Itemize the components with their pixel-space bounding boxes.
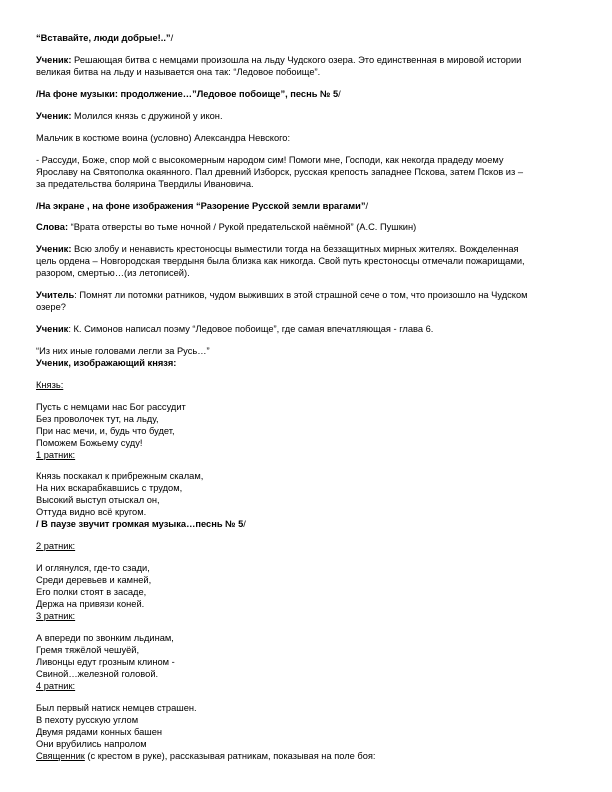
paragraph-line: Слова: “Врата отверсты во тьме ночной / Рукой предательской наёмной” (А.С. Пушкин) — [36, 222, 417, 232]
speaker-label: 3 ратник: — [36, 611, 76, 621]
verse-line: Они врубились напролом — [36, 739, 147, 749]
stage-direction: /На экране , на фоне изображения “Разорение Русской земли врагами”/ — [36, 201, 369, 211]
paragraph-line: великая битва на льду и называется она так: “Ледовое побоище”. — [36, 67, 321, 77]
verse-line: В пехоту русскую углом — [36, 715, 139, 725]
verse-line: Гремя тяжёлой чешуёй, — [36, 645, 140, 655]
paragraph-line: озере? — [36, 302, 66, 312]
verse-line: При нас мечи, и, будь что будет, — [36, 426, 175, 436]
heading-line: “Вставайте, люди добрые!..”/ — [36, 33, 174, 43]
verse-line: Оттуда видно всё кругом. — [36, 507, 147, 517]
stage-direction: /На фоне музыки: продолжение…”Ледовое побоище”, песнь № 5/ — [36, 89, 341, 99]
verse-line: И оглянулся, где-то сзади, — [36, 563, 150, 573]
paragraph-line: - Рассуди, Боже, спор мой с высокомерным народом сим! Помоги мне, Господи, как некогда прадеду моему — [36, 155, 504, 165]
verse-line: Ливонцы едут грозным клином - — [36, 657, 175, 667]
verse-line: Среди деревьев и камней, — [36, 575, 152, 585]
paragraph-line: Учитель: Помнят ли потомки ратников, чудом выживших в этой страшной сече о том, что произошло на Чудском — [36, 290, 528, 300]
speaker-heading: Ученик, изображающий князя: — [36, 358, 177, 368]
speaker-label: 1 ратник: — [36, 450, 76, 460]
paragraph-line: Ученик: Всю злобу и ненависть крестоносцы выместили тогда на беззащитных мирных жителях. Вожделенная — [36, 244, 519, 254]
stage-direction: / В паузе звучит громкая музыка…песнь № 5/ — [36, 519, 246, 529]
verse-line: А впереди по звонким льдинам, — [36, 633, 174, 643]
verse-line: Без проволочек тут, на льду, — [36, 414, 159, 424]
verse-line: Его полки стоят в засаде, — [36, 587, 147, 597]
paragraph-line: цель ордена – Новгородская твердыня была близка как никогда. Свой путь крестоносцы отмечали пожарищами, — [36, 256, 525, 266]
verse-line: Двумя рядами конных башен — [36, 727, 163, 737]
paragraph-line: Ученик: К. Симонов написал поэму “Ледовое побоище”, где самая впечатляющая - глава 6. — [36, 324, 434, 334]
speaker-label: Князь: — [36, 380, 64, 390]
verse-line: Был первый натиск немцев страшен. — [36, 703, 197, 713]
verse-line: На них вскарабкавшись с трудом, — [36, 483, 183, 493]
paragraph-line: Ярославу на Святополка окаянного. Пал древний Изборск, русская крепость западнее Пскова, затем Псков из – — [36, 167, 523, 177]
paragraph-line: Ученик: Молился князь с дружиной у икон. — [36, 111, 223, 121]
speaker-line: Священник (с крестом в руке), рассказывая ратникам, показывая на поле боя: — [36, 751, 376, 761]
speaker-label: 4 ратник: — [36, 681, 76, 691]
paragraph-line: Ученик: Решающая битва с немцами произошла на льду Чудского озера. Это единственная в мировой истории — [36, 55, 522, 65]
verse-line: Пусть с немцами нас Бог рассудит — [36, 402, 186, 412]
paragraph-line: за предательства болярина Твердилы Ивановича. — [36, 179, 254, 189]
verse-line: Князь поскакал к прибрежным скалам, — [36, 471, 204, 481]
verse-line: Свиной…железной головой. — [36, 669, 159, 679]
paragraph-line: Мальчик в костюме воина (условно) Александра Невского: — [36, 133, 291, 143]
verse-line: Высокий выступ отыскал он, — [36, 495, 160, 505]
verse-line: Держа на привязи коней. — [36, 599, 145, 609]
verse-line: Поможем Божьему суду! — [36, 438, 143, 448]
paragraph-line: разором, смертью…(из летописей). — [36, 268, 190, 278]
quote-line: “Из них иные головами легли за Русь…” — [36, 346, 210, 356]
speaker-label: 2 ратник: — [36, 541, 76, 551]
